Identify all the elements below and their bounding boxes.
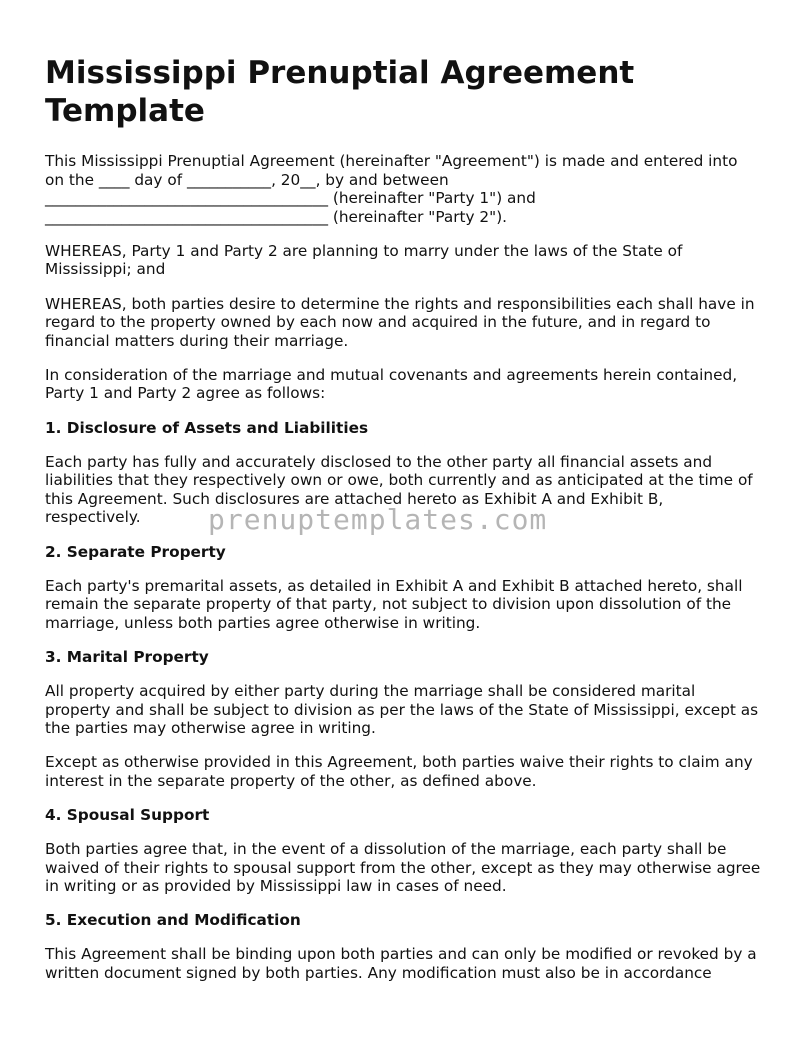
section-5-heading: 5. Execution and Modification (45, 911, 301, 930)
document-page (45, 54, 761, 998)
section-3-heading: 3. Marital Property (45, 647, 209, 666)
whereas-paragraph-1: WHEREAS, Party 1 and Party 2 are planning to marry under the laws of the State of Mississippi; and (45, 241, 683, 279)
section-4-heading: 4. Spousal Support (45, 805, 210, 824)
title-line-2: Template (45, 93, 205, 129)
section-1-heading: 1. Disclosure of Assets and Liabilities (45, 418, 369, 437)
section-5-text: This Agreement shall be binding upon both parties and can only be modified or revoked by a written document signed by both parties. Any modification must also be in accordance (45, 945, 757, 982)
intro-paragraph (45, 152, 761, 226)
intro-line-3: _____________________________________ (hereinafter "Party 1") and (45, 189, 536, 208)
section-2-text: Each party's premarital assets, as detailed in Exhibit A and Exhibit B attached hereto, shall remain the separate property of that party, not subject to division upon dissolution of the marriage, unless both parties agree otherwise in writing. (45, 576, 743, 632)
whereas-paragraph-2: WHEREAS, both parties desire to determine the rights and responsibilities each shall have in regard to the property owned by each now and acquired in the future, and in regard to financial matters during their marriage. (45, 294, 755, 350)
intro-line-2: on the ____ day of ___________, 20__, by and between (45, 170, 449, 189)
consideration-paragraph: In consideration of the marriage and mutual covenants and agreements herein contained, Party 1 and Party 2 agree as follows: (45, 365, 738, 403)
section-2-heading: 2. Separate Property (45, 542, 226, 561)
intro-line-1: This Mississippi Prenuptial Agreement (hereinafter "Agreement") is made and entered into (45, 152, 738, 170)
section-1-text: Each party has fully and accurately disclosed to the other party all financial assets and liabilities that they respectively own or owe, both currently and as anticipated at the time of this Agreement. Such disclosures are attached hereto as Exhibit A and Exhibit B, respectively. (45, 452, 753, 527)
section-3-text-2: Except as otherwise provided in this Agreement, both parties waive their rights to claim any interest in the separate property of the other, as defined above. (45, 753, 753, 790)
section-4-text: Both parties agree that, in the event of a dissolution of the marriage, each party shall be waived of their rights to spousal support from the other, except as they may otherwise agree in writing or as provided by Mississippi law in cases of need. (45, 840, 761, 896)
section-3-text-1: All property acquired by either party during the marriage shall be considered marital property and shall be subject to division as per the laws of the State of Mississippi, except as the parties may otherwise agree in writing. (45, 681, 759, 738)
intro-line-4: _____________________________________ (hereinafter "Party 2"). (45, 207, 508, 226)
title-line-1: Mississippi Prenuptial Agreement (45, 55, 635, 91)
watermark: prenuptemplates.com (208, 503, 548, 536)
document-title (45, 54, 761, 130)
